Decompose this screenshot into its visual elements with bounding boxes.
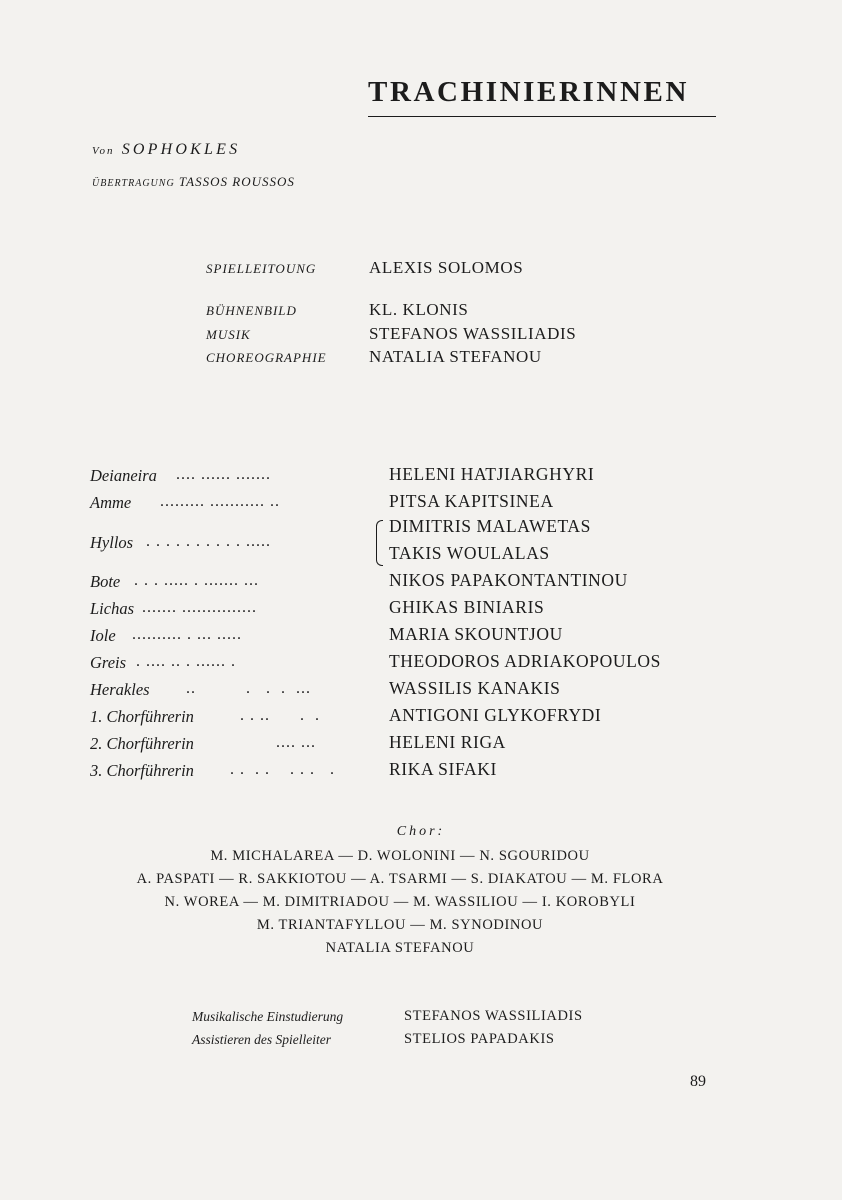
cast-row [90,624,730,650]
cast-role: 1. Chorführerin [90,707,194,726]
chorus-line: NATALIA STEFANOU [325,940,475,956]
cast-name: RIKA SIFAKI [389,759,497,779]
credit-name: STEFANOS WASSILIADIS [404,1008,583,1024]
cast-row [90,570,730,596]
chorus-line: A. PASPATI — R. SAKKIOTOU — A. TSARMI — S. DIAKATOU — M. FLORA [136,871,664,887]
crew-name: STEFANOS WASSILIADIS [369,324,577,343]
credit-role: Musikalische Einstudierung [192,1009,344,1024]
leader-dots: . . . . . . . . [230,761,335,778]
cast-row [90,651,730,677]
cast-row [90,678,730,704]
cast-list [90,464,730,784]
chorus-line: N. WOREA — M. DIMITRIADOU — M. WASSILIOU — I. KOROBYLI [164,894,636,910]
cast-role: Bote [90,572,121,591]
leader-dots: . . . . . . . . . . ..... [146,533,271,550]
cast-role: Iole [90,626,116,645]
cast-role: Amme [90,493,132,512]
leader-dots: . . .. . . [240,707,320,724]
brace-symbol [376,520,383,566]
cast-name: HELENI HATJIARGHYRI [389,464,595,484]
leader-dots: . .... .. . ...... . [136,653,236,670]
credit-name: STELIOS PAPADAKIS [404,1031,555,1047]
crew-name: NATALIA STEFANOU [369,347,542,366]
play-title: TRACHINIERINNEN [368,76,689,108]
cast-name: WASSILIS KANAKIS [389,678,561,698]
cast-row [90,732,730,758]
cast-role: Hyllos [90,533,134,552]
cast-name: TAKIS WOULALAS [389,543,550,563]
cast-role: Herakles [90,680,150,699]
translator-name: TASSOS ROUSSOS [178,174,295,189]
cast-row [90,491,730,517]
cast-name: DIMITRIS MALAWETAS [389,516,591,536]
author-name: SOPHOKLES [121,141,241,158]
cast-role: Lichas [90,599,135,618]
cast-name: ANTIGONI GLYKOFRYDI [389,705,602,725]
crew-name: KL. KLONIS [369,300,469,319]
leader-dots: . . . ..... . ....... ... [134,572,259,589]
crew-role: MUSIK [206,327,251,342]
cast-role: Deianeira [90,466,157,485]
cast-role: 3. Chorführerin [90,761,194,780]
crew-role: CHOREOGRAPHIE [206,350,327,365]
chorus-heading: Chor: [396,824,446,839]
crew-name: ALEXIS SOLOMOS [369,258,524,277]
author-line [92,141,240,159]
cast-row [90,464,730,490]
cast-role: 2. Chorführerin [90,734,194,753]
translation-line [92,174,295,190]
leader-dots: ....... ............... [142,599,257,616]
crew-role: BÜHNENBILD [206,303,297,318]
leader-dots: .. . . . ... [186,680,311,697]
crew-role: SPIELLEITOUNG [206,261,317,276]
cast-name: PITSA KAPITSINEA [389,491,554,511]
leader-dots: .......... . ... ..... [132,626,242,643]
cast-row [90,516,730,570]
credit-role: Assistieren des Spielleiter [192,1032,331,1047]
cast-row [90,759,730,785]
chorus-line: M. MICHALAREA — D. WOLONINI — N. SGOURIDOU [210,848,590,864]
cast-name: NIKOS PAPAKONTANTINOU [389,570,628,590]
leader-dots: .... ... [276,734,316,751]
page-number: 89 [690,1073,706,1090]
cast-name: HELENI RIGA [389,732,506,752]
cast-role: Greis [90,653,127,672]
von-label: Von [92,145,115,157]
cast-name: THEODOROS ADRIAKOPOULOS [389,651,661,671]
translation-label: ÜBERTRAGUNG [92,178,175,189]
leader-dots: ......... ........... .. [160,493,280,510]
cast-name: GHIKAS BINIARIS [389,597,545,617]
title-underline [368,116,716,117]
cast-name: MARIA SKOUNTJOU [389,624,563,644]
cast-row [90,705,730,731]
cast-row [90,597,730,623]
leader-dots: .... ...... ....... [176,466,271,483]
chorus-line: M. TRIANTAFYLLOU — M. SYNODINOU [256,917,544,933]
